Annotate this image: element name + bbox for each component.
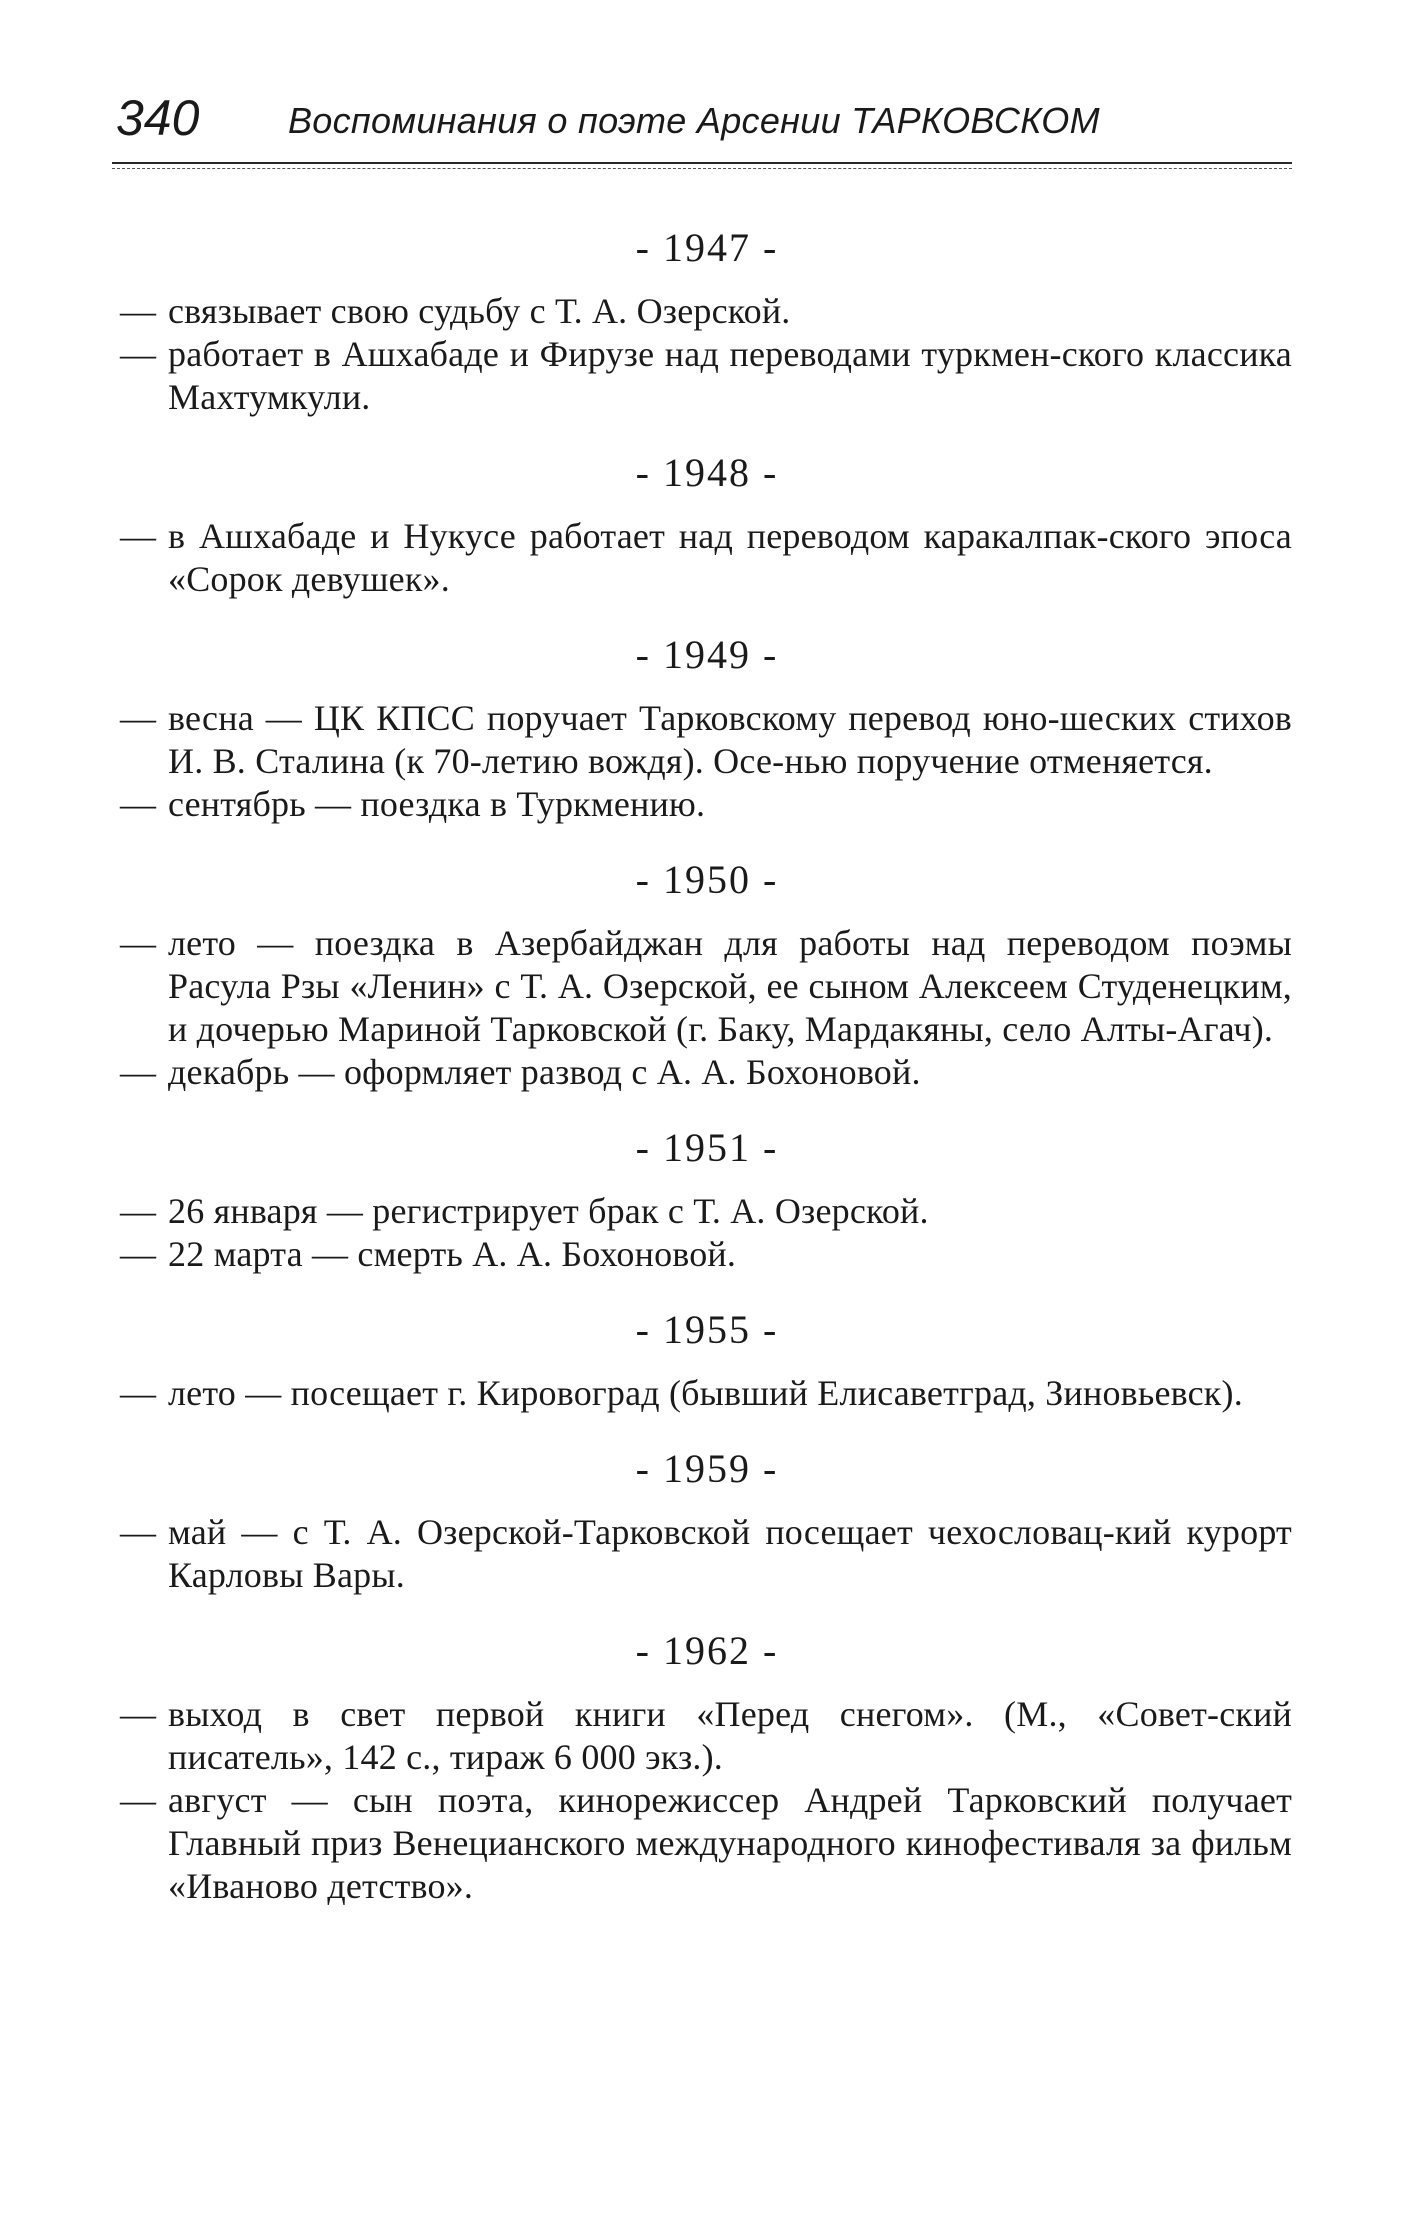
chronology-entry [112, 1372, 1292, 1415]
entry-dash: — [120, 1512, 157, 1552]
entry-dash: — [120, 1780, 157, 1820]
chronology-entry [112, 783, 1292, 826]
year-section [112, 1306, 1292, 1415]
entry-text: работает в Ашхабаде и Фирузе над переводами туркмен-ского классика Махтумкули. [168, 334, 1292, 417]
year-section [112, 1445, 1292, 1597]
year-heading: - 1949 - [635, 632, 779, 677]
header-rule [112, 162, 1292, 164]
entry-text: август — сын поэта, кинорежиссер Андрей Тарковский получает Главный приз Венецианского международного кинофестиваля за фильм «Иваново детство». [168, 1780, 1292, 1906]
chronology [112, 224, 1292, 1938]
entry-dash: — [120, 1234, 157, 1274]
chronology-entry [112, 333, 1292, 419]
chronology-entry [112, 1190, 1292, 1233]
entry-text: сентябрь — поездка в Туркмению. [168, 784, 706, 824]
entry-dash: — [120, 1052, 157, 1092]
chronology-entry [112, 1051, 1292, 1094]
year-heading: - 1951 - [635, 1125, 779, 1170]
entry-text: 22 марта — смерть А. А. Бохоновой. [168, 1234, 737, 1274]
chronology-entry [112, 1233, 1292, 1276]
year-section [112, 449, 1292, 601]
year-heading: - 1947 - [635, 225, 779, 270]
entry-dash: — [120, 334, 157, 374]
running-head: Воспоминания о поэте Арсении ТАРКОВСКОМ [288, 100, 1100, 141]
entry-dash: — [120, 1694, 157, 1734]
chronology-entry [112, 515, 1292, 601]
chronology-entry [112, 290, 1292, 333]
page-header [112, 88, 1292, 166]
year-section [112, 856, 1292, 1094]
entry-text: 26 января — регистрирует брак с Т. А. Озерской. [168, 1191, 929, 1231]
year-section [112, 1627, 1292, 1908]
chronology-entry [112, 1511, 1292, 1597]
year-section [112, 631, 1292, 826]
year-heading: - 1948 - [635, 450, 779, 495]
entry-text: декабрь — оформляет развод с А. А. Бохоновой. [168, 1052, 921, 1092]
entry-dash: — [120, 291, 157, 331]
entry-text: связывает свою судьбу с Т. А. Озерской. [168, 291, 791, 331]
entry-dash: — [120, 923, 157, 963]
chronology-entry [112, 1779, 1292, 1908]
entry-dash: — [120, 698, 157, 738]
entry-dash: — [120, 1191, 157, 1231]
chronology-entry [112, 922, 1292, 1051]
year-heading: - 1959 - [635, 1446, 779, 1491]
entry-text: весна — ЦК КПСС поручает Тарковскому перевод юно-шеских стихов И. В. Сталина (к 70-летию вождя). Осе-нью поручение отменяется. [168, 698, 1292, 781]
chronology-entry [112, 697, 1292, 783]
year-heading: - 1955 - [635, 1307, 779, 1352]
year-section [112, 224, 1292, 419]
entry-text: выход в свет первой книги «Перед снегом». (М., «Совет-ский писатель», 142 с., тираж 6 000 экз.). [168, 1694, 1292, 1777]
header-rule-secondary [112, 168, 1292, 169]
entry-text: май — с Т. А. Озерской-Тарковской посещает чехословац-кий курорт Карловы Вары. [168, 1512, 1292, 1595]
year-heading: - 1962 - [635, 1628, 779, 1673]
entry-text: в Ашхабаде и Нукусе работает над переводом каракалпак-ского эпоса «Сорок девушек». [168, 516, 1292, 599]
entry-dash: — [120, 516, 157, 556]
entry-text: лето — посещает г. Кировоград (бывший Елисаветград, Зиновьевск). [168, 1373, 1243, 1413]
year-heading: - 1950 - [635, 857, 779, 902]
entry-text: лето — поездка в Азербайджан для работы над переводом поэмы Расула Рзы «Ленин» с Т. А. Озерской, ее сыном Алексеем Студенецким, и дочерью Мариной Тарковской (г. Баку, Мардакяны, село Алты-Агач). [168, 923, 1292, 1049]
entry-dash: — [120, 1373, 157, 1413]
chronology-entry [112, 1693, 1292, 1779]
year-section [112, 1124, 1292, 1276]
entry-dash: — [120, 784, 157, 824]
page-number: 340 [116, 90, 200, 146]
book-page [112, 88, 1292, 1906]
